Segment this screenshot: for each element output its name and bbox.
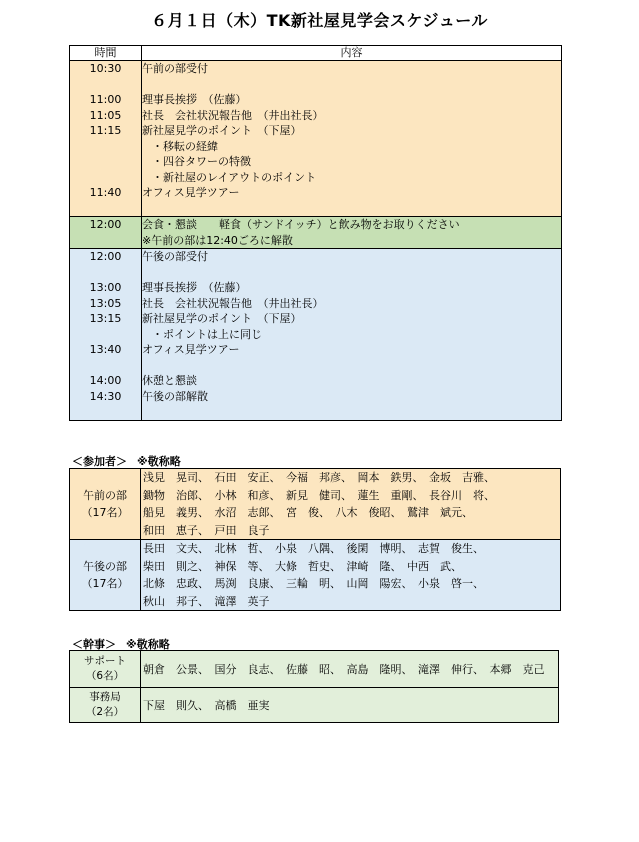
afternoon-items (142, 249, 562, 421)
schedule-time (70, 170, 141, 186)
afternoon-times (70, 249, 142, 421)
schedule-item: ・四谷タワーの特徴 (152, 155, 251, 168)
am-names-line: 鋤物 治郎、 小林 和彦、 新見 健司、 蓮生 重剛、 長谷川 将、 (143, 488, 495, 502)
am-names-cell (141, 469, 561, 540)
pm-names-cell (141, 540, 561, 611)
am-group-count: （17名） (81, 506, 129, 519)
schedule-time: 13:05 (89, 296, 122, 310)
morning-block (70, 61, 562, 217)
lunch-items (142, 217, 562, 249)
schedule-item: 新社屋見学のポイント （下屋） (142, 312, 302, 325)
schedule-table (69, 45, 562, 421)
schedule-time: 11:15 (89, 124, 122, 137)
pm-group-cell (70, 540, 141, 611)
pm-names-line: 北條 忠政、 馬渕 良康、 三輪 明、 山岡 陽宏、 小泉 啓一、 (143, 577, 484, 590)
schedule-time (70, 327, 141, 343)
schedule-item: ・新社屋のレイアウトのポイント (152, 170, 317, 184)
schedule-time (70, 154, 141, 170)
schedule-time: 13:40 (89, 343, 122, 356)
staff-heading: ＜幹事＞ (72, 638, 116, 651)
schedule-time: 12:00 (89, 250, 122, 263)
schedule-item: 会食・懇談 軽食（サンドイッチ）と飲み物をお取りください (142, 218, 460, 231)
schedule-time (70, 139, 141, 155)
staff-note: ※敬称略 (126, 638, 170, 651)
schedule-time (70, 358, 141, 374)
schedule-item: オフィス見学ツアー (142, 186, 240, 199)
schedule-item (142, 201, 561, 217)
participants-am-row (70, 469, 561, 540)
support-names: 朝倉 公景、 国分 良志、 佐藤 昭、 高島 隆明、 滝澤 伸行、 本郷 克己 (141, 651, 559, 688)
schedule-time: 14:30 (89, 389, 122, 403)
morning-items (142, 61, 562, 217)
schedule-time (70, 77, 141, 93)
schedule-time: 11:00 (89, 93, 122, 106)
pm-names-line: 長田 文夫、 北林 哲、 小泉 八隅、 後閑 博明、 志賀 俊生、 (143, 542, 484, 555)
schedule-time (70, 233, 141, 249)
schedule-time: 10:30 (89, 62, 122, 75)
lunch-block (70, 217, 562, 249)
pm-names-line: 柴田 則之、 神保 等、 大條 哲史、 津崎 隆、 中西 武、 (143, 559, 462, 573)
afternoon-block (70, 249, 562, 421)
office-names: 下屋 則久、 高橋 亜実 (141, 688, 559, 723)
header-time: 時間 (70, 46, 142, 61)
schedule-item: ・移転の経緯 (152, 139, 218, 153)
participants-label (72, 453, 181, 469)
schedule-item: 休憩と懇談 (142, 374, 197, 387)
schedule-item: 新社屋見学のポイント （下屋） (142, 124, 302, 137)
schedule-time: 11:05 (89, 108, 122, 122)
schedule-time (70, 404, 141, 420)
am-names-line: 和田 恵子、 戸田 良子 (143, 523, 270, 537)
schedule-time: 12:00 (89, 218, 122, 231)
participants-note: ※敬称略 (137, 455, 181, 468)
schedule-item: 理事長挨拶 （佐藤） (142, 93, 247, 106)
schedule-item: 午後の部解散 (142, 389, 208, 403)
schedule-item: オフィス見学ツアー (142, 343, 240, 356)
am-group-cell (70, 469, 141, 540)
pm-names-line: 秋山 邦子、 滝澤 英子 (143, 594, 270, 608)
am-group-name: 午前の部 (83, 489, 127, 502)
office-group-count: （2名） (85, 706, 125, 718)
schedule-item (142, 77, 561, 93)
office-group-cell (70, 688, 141, 723)
staff-table (69, 650, 559, 723)
support-group-name: サポート (84, 655, 126, 667)
schedule-item: 社長 会社状況報告他 （井出社長） (142, 108, 324, 122)
schedule-time (70, 201, 141, 217)
schedule-item (142, 358, 561, 374)
morning-times (70, 61, 142, 217)
header-content: 内容 (142, 46, 562, 61)
pm-group-count: （17名） (81, 577, 129, 590)
schedule-item: ※午前の部は12:40ごろに解散 (142, 233, 293, 247)
schedule-item (142, 404, 561, 420)
schedule-item: 社長 会社状況報告他 （井出社長） (142, 296, 324, 310)
schedule-header (70, 46, 562, 61)
am-names-line: 船見 義男、 水沼 志郎、 宮 俊、 八木 俊昭、 鷲津 斌元、 (143, 506, 473, 519)
page-title: ６月１日（木）TK新社屋見学会スケジュール (151, 11, 488, 30)
schedule-item (142, 265, 561, 281)
schedule-time: 13:15 (89, 312, 122, 325)
am-names-line: 浅見 晃司、 石田 安正、 今福 邦彦、 岡本 鉄男、 金坂 吉雅、 (143, 471, 495, 484)
schedule-time: 14:00 (89, 374, 122, 387)
schedule-time (70, 265, 141, 281)
schedule-item: ・ポイントは上に同じ (152, 327, 262, 341)
staff-support-row (70, 651, 559, 688)
pm-group-name: 午後の部 (83, 560, 127, 573)
schedule-item: 理事長挨拶 （佐藤） (142, 281, 247, 294)
support-group-count: （6名） (85, 670, 125, 682)
participants-pm-row (70, 540, 561, 611)
participants-heading: ＜参加者＞ (72, 455, 127, 468)
schedule-item: 午前の部受付 (142, 62, 208, 75)
schedule-time: 11:40 (89, 186, 122, 199)
office-group-name: 事務局 (89, 691, 121, 703)
staff-office-row (70, 688, 559, 723)
lunch-times (70, 217, 142, 249)
schedule-time: 13:00 (89, 281, 122, 294)
schedule-item: 午後の部受付 (142, 250, 208, 263)
participants-table (69, 468, 561, 611)
support-group-cell (70, 651, 141, 688)
